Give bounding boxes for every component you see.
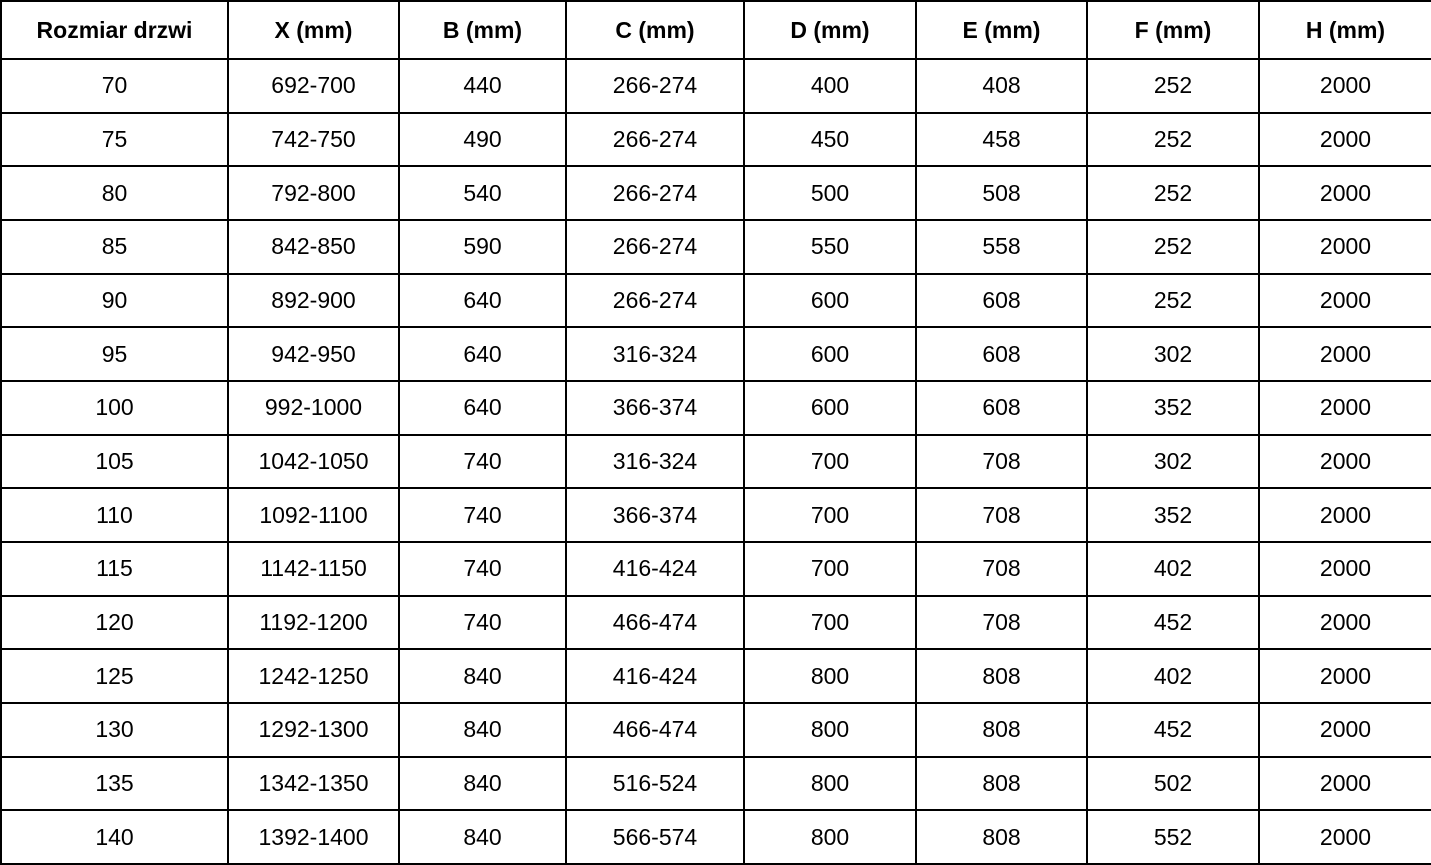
cell-h-mm: 2000: [1259, 596, 1431, 650]
table-row: [1, 542, 1431, 596]
cell-f-mm: 252: [1087, 59, 1259, 113]
table-row: [1, 59, 1431, 113]
cell-h-mm: 2000: [1259, 757, 1431, 811]
cell-h-mm: 2000: [1259, 435, 1431, 489]
cell-c-mm: 266-274: [566, 59, 744, 113]
cell-x-mm: 1142-1150: [228, 542, 399, 596]
cell-c-mm: 266-274: [566, 220, 744, 274]
cell-e-mm: 808: [916, 810, 1087, 864]
cell-b-mm: 840: [399, 703, 566, 757]
table-body: [1, 59, 1431, 864]
cell-d-mm: 800: [744, 810, 916, 864]
cell-b-mm: 840: [399, 649, 566, 703]
table-row: [1, 488, 1431, 542]
cell-b-mm: 740: [399, 596, 566, 650]
header-row: [1, 1, 1431, 59]
cell-e-mm: 608: [916, 327, 1087, 381]
cell-rozmiar-drzwi: 120: [1, 596, 228, 650]
cell-d-mm: 550: [744, 220, 916, 274]
cell-b-mm: 740: [399, 488, 566, 542]
cell-b-mm: 640: [399, 274, 566, 328]
cell-b-mm: 840: [399, 810, 566, 864]
cell-d-mm: 450: [744, 113, 916, 167]
table-row: [1, 220, 1431, 274]
cell-b-mm: 540: [399, 166, 566, 220]
cell-b-mm: 640: [399, 327, 566, 381]
cell-x-mm: 992-1000: [228, 381, 399, 435]
cell-e-mm: 608: [916, 274, 1087, 328]
cell-e-mm: 808: [916, 703, 1087, 757]
cell-rozmiar-drzwi: 85: [1, 220, 228, 274]
column-header-d-mm: D (mm): [744, 1, 916, 59]
cell-c-mm: 466-474: [566, 703, 744, 757]
table-row: [1, 113, 1431, 167]
cell-h-mm: 2000: [1259, 649, 1431, 703]
cell-rozmiar-drzwi: 105: [1, 435, 228, 489]
cell-rozmiar-drzwi: 100: [1, 381, 228, 435]
column-header-b-mm: B (mm): [399, 1, 566, 59]
cell-f-mm: 352: [1087, 381, 1259, 435]
cell-h-mm: 2000: [1259, 381, 1431, 435]
table-row: [1, 327, 1431, 381]
cell-c-mm: 466-474: [566, 596, 744, 650]
cell-c-mm: 266-274: [566, 274, 744, 328]
cell-f-mm: 502: [1087, 757, 1259, 811]
cell-rozmiar-drzwi: 90: [1, 274, 228, 328]
cell-x-mm: 742-750: [228, 113, 399, 167]
cell-h-mm: 2000: [1259, 542, 1431, 596]
cell-x-mm: 692-700: [228, 59, 399, 113]
cell-c-mm: 316-324: [566, 435, 744, 489]
cell-d-mm: 400: [744, 59, 916, 113]
table-row: [1, 649, 1431, 703]
cell-rozmiar-drzwi: 125: [1, 649, 228, 703]
cell-d-mm: 800: [744, 757, 916, 811]
cell-x-mm: 1292-1300: [228, 703, 399, 757]
cell-rozmiar-drzwi: 140: [1, 810, 228, 864]
cell-f-mm: 402: [1087, 542, 1259, 596]
column-header-x-mm: X (mm): [228, 1, 399, 59]
table-row: [1, 703, 1431, 757]
cell-e-mm: 508: [916, 166, 1087, 220]
column-header-c-mm: C (mm): [566, 1, 744, 59]
cell-f-mm: 302: [1087, 327, 1259, 381]
table-row: [1, 810, 1431, 864]
cell-h-mm: 2000: [1259, 59, 1431, 113]
cell-e-mm: 808: [916, 649, 1087, 703]
cell-e-mm: 808: [916, 757, 1087, 811]
column-header-h-mm: H (mm): [1259, 1, 1431, 59]
cell-e-mm: 458: [916, 113, 1087, 167]
cell-f-mm: 252: [1087, 220, 1259, 274]
cell-e-mm: 608: [916, 381, 1087, 435]
table-row: [1, 381, 1431, 435]
cell-d-mm: 800: [744, 703, 916, 757]
cell-b-mm: 840: [399, 757, 566, 811]
cell-d-mm: 600: [744, 327, 916, 381]
cell-x-mm: 1242-1250: [228, 649, 399, 703]
cell-f-mm: 252: [1087, 113, 1259, 167]
cell-f-mm: 302: [1087, 435, 1259, 489]
cell-e-mm: 708: [916, 596, 1087, 650]
cell-e-mm: 708: [916, 435, 1087, 489]
cell-b-mm: 590: [399, 220, 566, 274]
cell-d-mm: 700: [744, 542, 916, 596]
column-header-e-mm: E (mm): [916, 1, 1087, 59]
cell-h-mm: 2000: [1259, 113, 1431, 167]
cell-d-mm: 500: [744, 166, 916, 220]
cell-h-mm: 2000: [1259, 327, 1431, 381]
cell-d-mm: 700: [744, 596, 916, 650]
cell-h-mm: 2000: [1259, 220, 1431, 274]
table-row: [1, 166, 1431, 220]
cell-c-mm: 416-424: [566, 649, 744, 703]
cell-x-mm: 1192-1200: [228, 596, 399, 650]
table-row: [1, 757, 1431, 811]
cell-x-mm: 1392-1400: [228, 810, 399, 864]
cell-rozmiar-drzwi: 80: [1, 166, 228, 220]
cell-b-mm: 640: [399, 381, 566, 435]
cell-f-mm: 252: [1087, 166, 1259, 220]
cell-f-mm: 452: [1087, 596, 1259, 650]
cell-h-mm: 2000: [1259, 166, 1431, 220]
cell-x-mm: 1342-1350: [228, 757, 399, 811]
table-row: [1, 435, 1431, 489]
cell-h-mm: 2000: [1259, 488, 1431, 542]
cell-x-mm: 1042-1050: [228, 435, 399, 489]
column-header-f-mm: F (mm): [1087, 1, 1259, 59]
cell-d-mm: 800: [744, 649, 916, 703]
cell-d-mm: 700: [744, 435, 916, 489]
cell-rozmiar-drzwi: 115: [1, 542, 228, 596]
cell-c-mm: 366-374: [566, 381, 744, 435]
cell-e-mm: 708: [916, 542, 1087, 596]
column-header-rozmiar-drzwi: Rozmiar drzwi: [1, 1, 228, 59]
cell-rozmiar-drzwi: 135: [1, 757, 228, 811]
cell-c-mm: 266-274: [566, 166, 744, 220]
cell-b-mm: 740: [399, 435, 566, 489]
table-header: [1, 1, 1431, 59]
cell-h-mm: 2000: [1259, 703, 1431, 757]
cell-b-mm: 490: [399, 113, 566, 167]
cell-c-mm: 566-574: [566, 810, 744, 864]
cell-c-mm: 316-324: [566, 327, 744, 381]
cell-f-mm: 552: [1087, 810, 1259, 864]
cell-c-mm: 416-424: [566, 542, 744, 596]
cell-f-mm: 352: [1087, 488, 1259, 542]
cell-b-mm: 740: [399, 542, 566, 596]
cell-rozmiar-drzwi: 75: [1, 113, 228, 167]
cell-e-mm: 558: [916, 220, 1087, 274]
cell-f-mm: 452: [1087, 703, 1259, 757]
cell-rozmiar-drzwi: 70: [1, 59, 228, 113]
cell-b-mm: 440: [399, 59, 566, 113]
cell-e-mm: 408: [916, 59, 1087, 113]
cell-f-mm: 402: [1087, 649, 1259, 703]
cell-rozmiar-drzwi: 110: [1, 488, 228, 542]
cell-d-mm: 600: [744, 381, 916, 435]
cell-h-mm: 2000: [1259, 810, 1431, 864]
cell-x-mm: 1092-1100: [228, 488, 399, 542]
table-row: [1, 596, 1431, 650]
cell-x-mm: 842-850: [228, 220, 399, 274]
cell-rozmiar-drzwi: 95: [1, 327, 228, 381]
cell-rozmiar-drzwi: 130: [1, 703, 228, 757]
cell-e-mm: 708: [916, 488, 1087, 542]
cell-d-mm: 700: [744, 488, 916, 542]
cell-c-mm: 366-374: [566, 488, 744, 542]
cell-x-mm: 942-950: [228, 327, 399, 381]
cell-x-mm: 892-900: [228, 274, 399, 328]
cell-x-mm: 792-800: [228, 166, 399, 220]
cell-c-mm: 516-524: [566, 757, 744, 811]
table-row: [1, 274, 1431, 328]
cell-f-mm: 252: [1087, 274, 1259, 328]
cell-c-mm: 266-274: [566, 113, 744, 167]
cell-h-mm: 2000: [1259, 274, 1431, 328]
cell-d-mm: 600: [744, 274, 916, 328]
